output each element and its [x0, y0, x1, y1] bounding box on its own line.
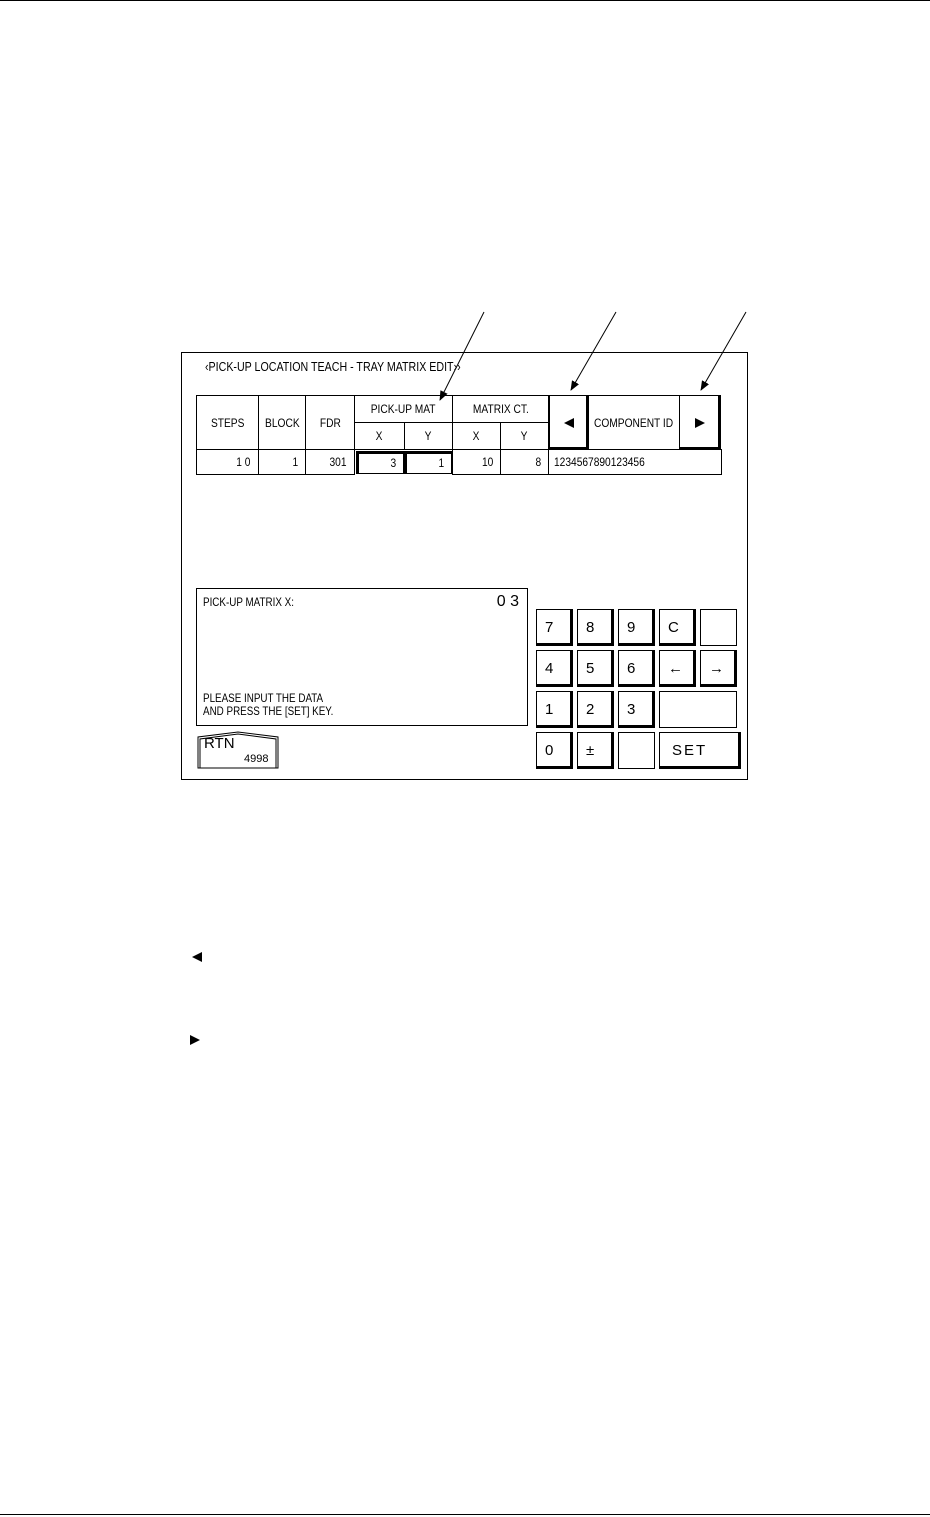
header-fdr: FDR [305, 395, 355, 450]
key-blank-top [700, 609, 737, 646]
key-plus-minus[interactable]: ± [577, 732, 614, 769]
key-cursor-left[interactable]: ← [659, 650, 696, 687]
cell-fdr: 301 [305, 449, 355, 475]
legend-right-triangle-icon [190, 1035, 200, 1045]
cell-matrix-x: 10 [452, 449, 501, 475]
header-steps: STEPS [196, 395, 259, 450]
rtn-label: RTN [204, 735, 235, 752]
header-component-id: COMPONENT ID [588, 395, 680, 450]
header-pickup-mat: PICK-UP MAT [354, 395, 453, 423]
key-2[interactable]: 2 [577, 691, 614, 728]
next-button[interactable] [679, 395, 721, 450]
cell-steps: 1 0 [196, 449, 259, 475]
message-label: PICK-UP MATRIX X: [203, 595, 294, 609]
cell-block: 1 [258, 449, 306, 475]
cell-matrix-y: 8 [500, 449, 549, 475]
tray-matrix-edit-screen [181, 352, 748, 780]
pickup-x-field[interactable]: 3 [356, 451, 404, 474]
key-set[interactable]: SET [659, 732, 741, 769]
key-8[interactable]: 8 [577, 609, 614, 646]
message-value: 0 3 [496, 593, 519, 610]
header-matrix-y: Y [500, 422, 549, 450]
key-6[interactable]: 6 [618, 650, 655, 687]
key-3[interactable]: 3 [618, 691, 655, 728]
key-4[interactable]: 4 [536, 650, 573, 687]
message-box [196, 588, 528, 726]
header-block: BLOCK [258, 395, 306, 450]
screen-title: ‹PICK-UP LOCATION TEACH - TRAY MATRIX EDIT›› [205, 359, 461, 374]
pickup-y-field[interactable]: 1 [404, 451, 452, 474]
prev-button[interactable] [549, 395, 589, 450]
bottom-rule [0, 1514, 930, 1515]
rtn-button[interactable] [196, 731, 280, 769]
left-triangle-icon [564, 418, 574, 428]
key-7[interactable]: 7 [536, 609, 573, 646]
header-pickup-y: Y [404, 422, 453, 450]
key-clear[interactable]: C [659, 609, 696, 646]
cell-component-id: 1234567890123456 [548, 449, 722, 475]
header-matrix-ct: MATRIX CT. [452, 395, 549, 423]
key-0[interactable]: 0 [536, 732, 573, 769]
key-blank-bottom [618, 732, 655, 769]
header-matrix-x: X [452, 422, 501, 450]
legend-left-triangle-icon [192, 952, 202, 962]
key-blank-mid [659, 691, 737, 728]
key-cursor-right[interactable]: → [700, 650, 737, 687]
key-5[interactable]: 5 [577, 650, 614, 687]
right-triangle-icon [695, 418, 705, 428]
header-pickup-x: X [354, 422, 405, 450]
key-1[interactable]: 1 [536, 691, 573, 728]
rtn-code: 4998 [244, 753, 269, 765]
message-line2: AND PRESS THE [SET] KEY. [203, 704, 334, 718]
message-line1: PLEASE INPUT THE DATA [203, 691, 324, 705]
key-9[interactable]: 9 [618, 609, 655, 646]
